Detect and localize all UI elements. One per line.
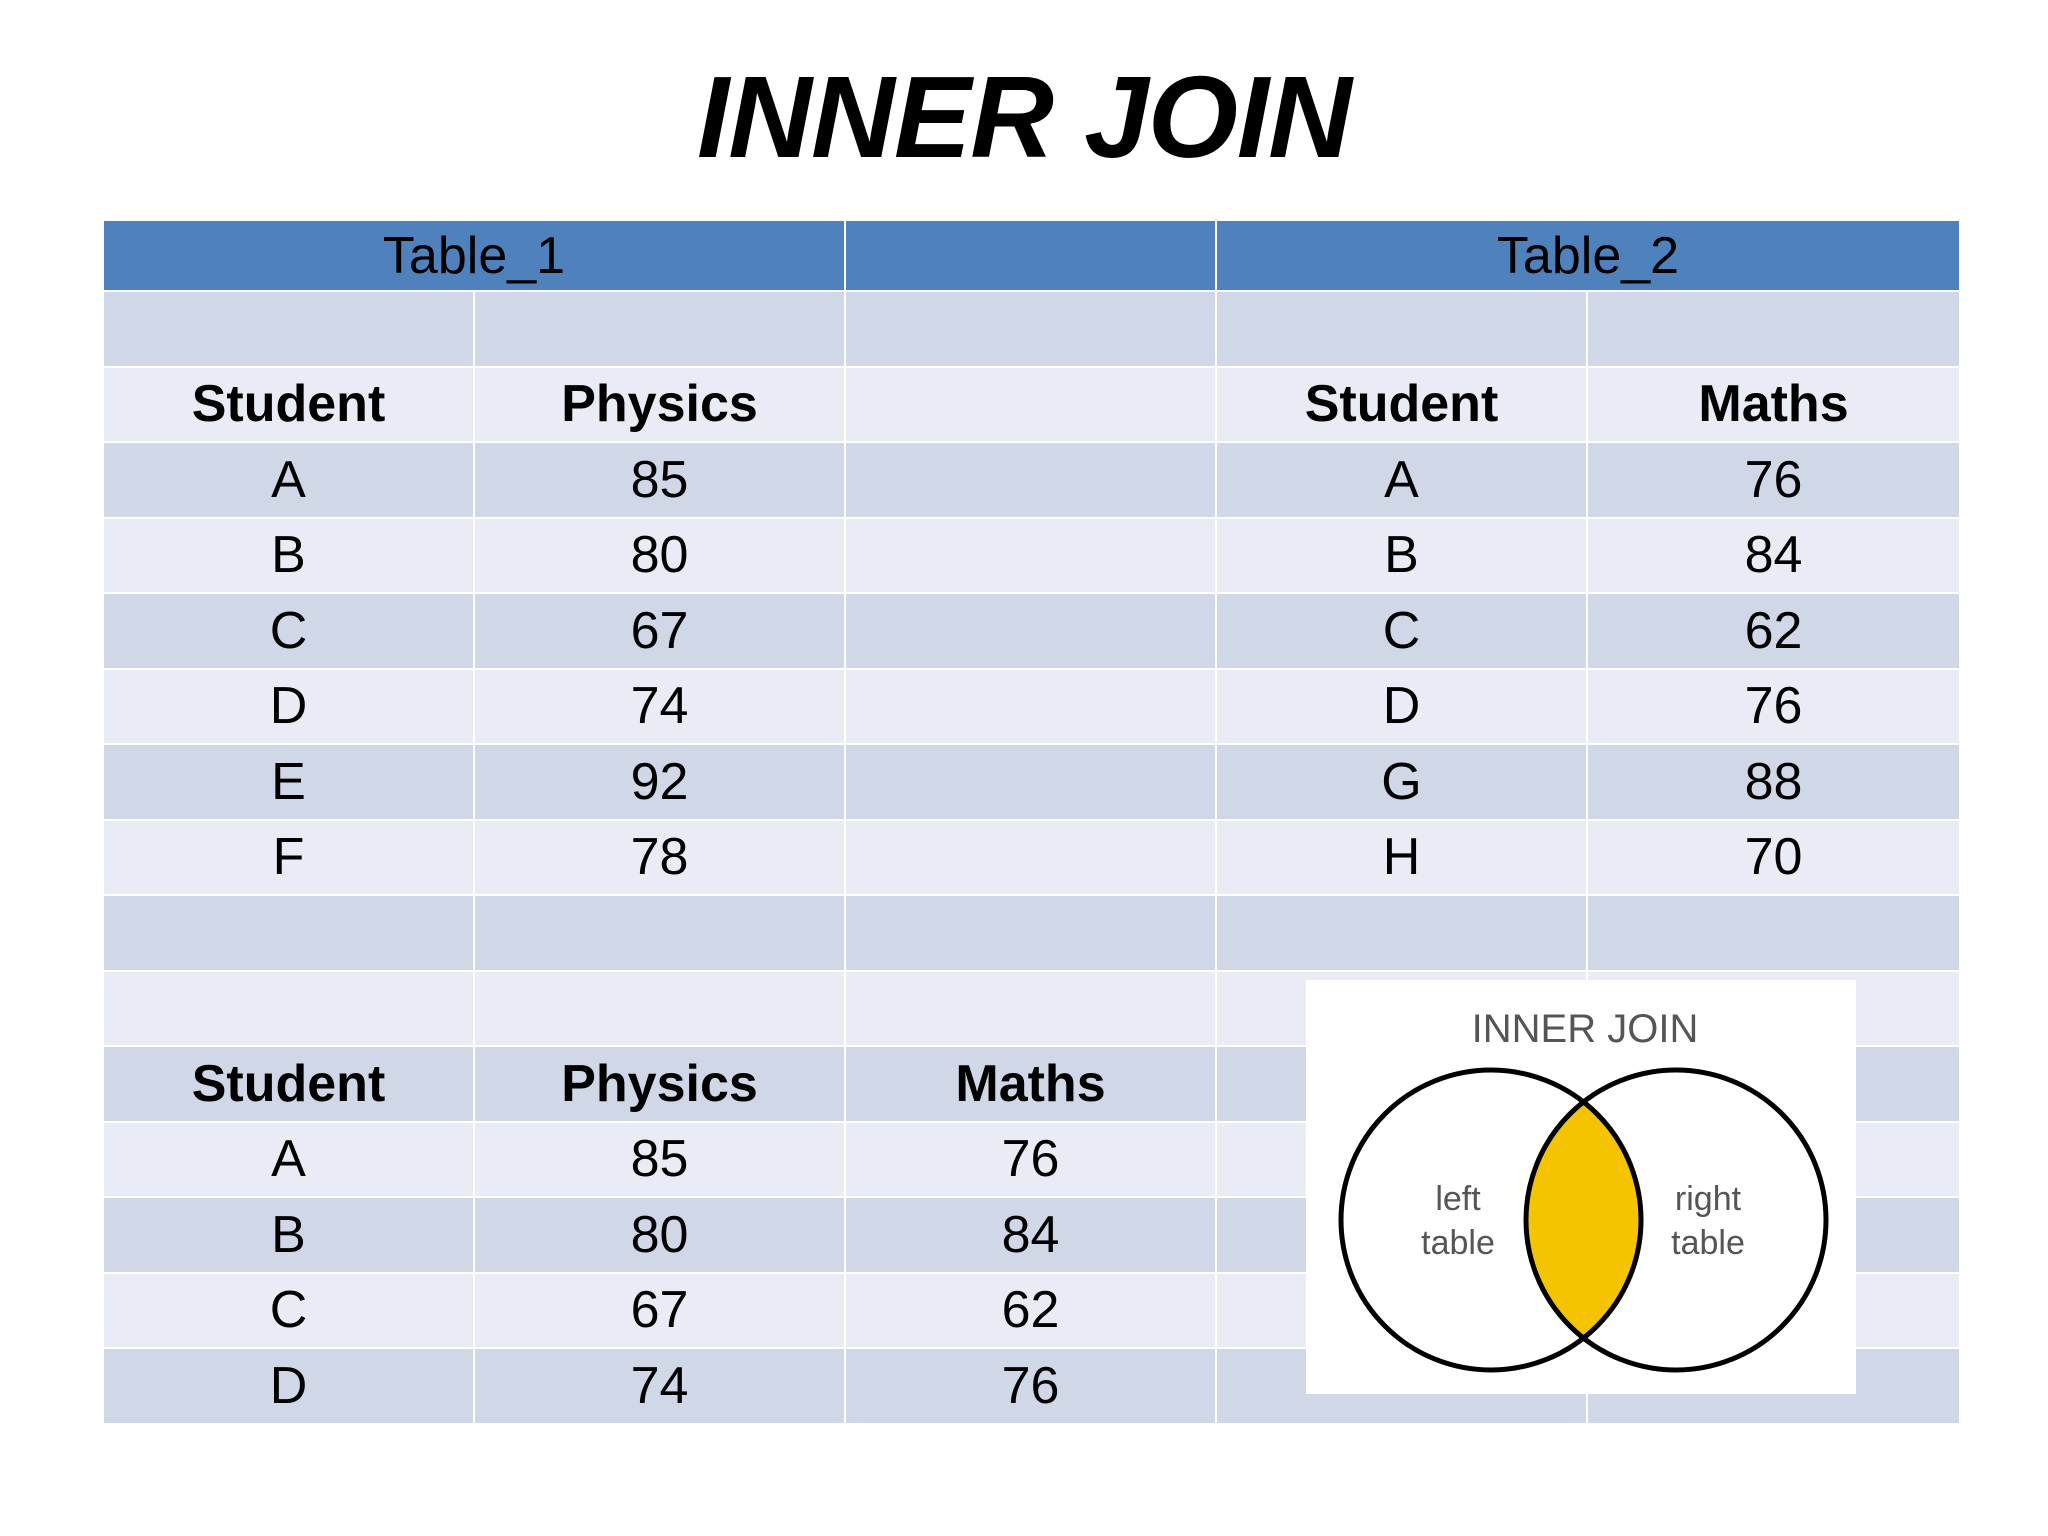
table-row — [104, 745, 1959, 821]
blank-cell — [846, 292, 1217, 366]
column-header: Student — [104, 1047, 475, 1121]
venn-diagram — [1306, 980, 1856, 1394]
table-cell: 84 — [846, 1198, 1217, 1272]
table-row — [104, 594, 1959, 670]
table-cell: 84 — [1588, 519, 1959, 593]
column-header: Student — [1217, 368, 1588, 442]
right-label-line1: right — [1674, 1180, 1742, 1218]
table-name-row — [104, 221, 1959, 292]
blank-cell — [846, 594, 1217, 668]
table-cell: A — [104, 1123, 475, 1197]
column-header: Student — [104, 368, 475, 442]
table-cell: C — [104, 594, 475, 668]
spacer-cell — [846, 221, 1217, 290]
page-title: INNER JOIN — [697, 52, 1351, 182]
table-cell: 74 — [475, 1349, 846, 1423]
blank-cell — [475, 292, 846, 366]
right-label-line2: table — [1671, 1224, 1745, 1262]
left-label-line1: left — [1435, 1180, 1481, 1218]
left-label-line2: table — [1421, 1224, 1495, 1262]
blank-cell — [104, 896, 475, 970]
table-cell: G — [1217, 745, 1588, 819]
blank-cell — [1217, 896, 1588, 970]
table-cell: C — [104, 1274, 475, 1348]
table-cell: D — [104, 670, 475, 744]
table-cell: 85 — [475, 443, 846, 517]
table-cell: 78 — [475, 821, 846, 895]
blank-cell — [1588, 896, 1959, 970]
table-cell: 76 — [846, 1349, 1217, 1423]
blank-cell — [846, 821, 1217, 895]
table-cell: A — [104, 443, 475, 517]
table-cell: B — [104, 1198, 475, 1272]
table-row — [104, 821, 1959, 897]
table-cell: 80 — [475, 1198, 846, 1272]
column-header: Physics — [475, 368, 846, 442]
blank-cell — [846, 443, 1217, 517]
table-cell: D — [104, 1349, 475, 1423]
venn-svg — [1306, 980, 1856, 1394]
column-header: Physics — [475, 1047, 846, 1121]
table2-name: Table_2 — [1217, 221, 1959, 290]
blank-cell — [846, 972, 1217, 1046]
table-row — [104, 443, 1959, 519]
table-cell: 85 — [475, 1123, 846, 1197]
table-cell: D — [1217, 670, 1588, 744]
blank-cell — [1588, 292, 1959, 366]
column-header: Maths — [846, 1047, 1217, 1121]
table-row — [104, 670, 1959, 746]
table-cell: 70 — [1588, 821, 1959, 895]
table-cell: 62 — [846, 1274, 1217, 1348]
blank-cell — [846, 670, 1217, 744]
blank-cell — [846, 745, 1217, 819]
table-cell: 67 — [475, 594, 846, 668]
table-cell: 76 — [846, 1123, 1217, 1197]
table-cell: A — [1217, 443, 1588, 517]
source-header-row — [104, 368, 1959, 444]
blank-row — [104, 896, 1959, 972]
table-cell: B — [1217, 519, 1588, 593]
column-header: Maths — [1588, 368, 1959, 442]
table-cell: E — [104, 745, 475, 819]
table-cell: C — [1217, 594, 1588, 668]
blank-cell — [1217, 292, 1588, 366]
table-cell: 76 — [1588, 670, 1959, 744]
table-cell: B — [104, 519, 475, 593]
blank-cell — [104, 292, 475, 366]
table1-name: Table_1 — [104, 221, 846, 290]
blank-cell — [475, 972, 846, 1046]
table-cell: 74 — [475, 670, 846, 744]
table-cell: 62 — [1588, 594, 1959, 668]
blank-cell — [475, 896, 846, 970]
table-cell: 76 — [1588, 443, 1959, 517]
blank-cell — [846, 896, 1217, 970]
table-cell: H — [1217, 821, 1588, 895]
blank-cell — [846, 368, 1217, 442]
table-row — [104, 519, 1959, 595]
table-cell: F — [104, 821, 475, 895]
blank-cell — [104, 972, 475, 1046]
blank-cell — [846, 519, 1217, 593]
blank-row — [104, 292, 1959, 368]
table-cell: 67 — [475, 1274, 846, 1348]
table-cell: 88 — [1588, 745, 1959, 819]
venn-title: INNER JOIN — [1471, 1007, 1699, 1051]
table-cell: 92 — [475, 745, 846, 819]
table-cell: 80 — [475, 519, 846, 593]
